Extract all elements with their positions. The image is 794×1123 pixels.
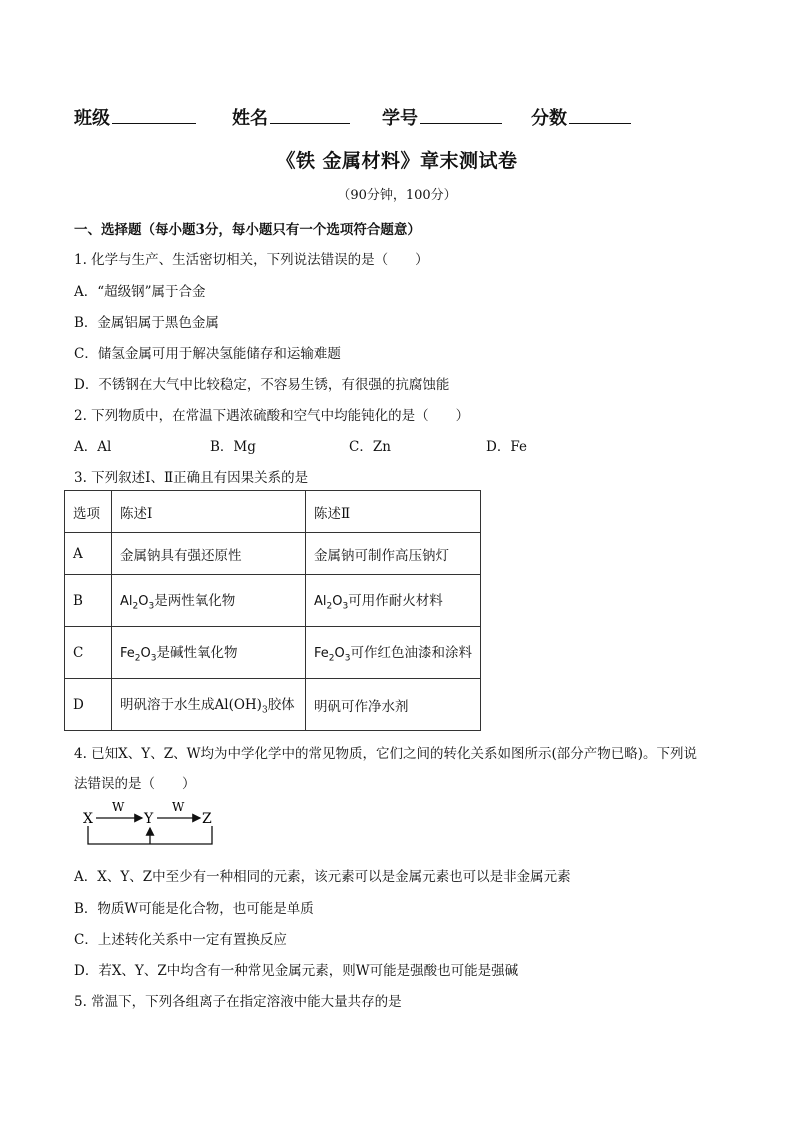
formula-text: $Al_2O_3$ [314, 594, 349, 612]
table-cell-statement2: 金属钠可制作高压钠灯 [306, 533, 481, 575]
q1-stem: 1. 化学与生产、生活密切相关，下列说法错误的是（ ） [74, 252, 429, 268]
class-field [74, 104, 196, 130]
diagram-label-x: X [83, 811, 93, 827]
section-heading: 一、选择题（每小题3分，每小题只有一个选项符合题意） [74, 222, 421, 238]
q2-option-d[interactable]: D．Fe [486, 439, 527, 455]
diagram-label-w2: W [172, 800, 185, 814]
q3-stem: 3. 下列叙述Ⅰ、Ⅱ正确且有因果关系的是 [74, 470, 309, 486]
id-blank[interactable] [420, 105, 502, 124]
q2-option-a[interactable]: A．Al [74, 439, 112, 455]
table-cell-statement1: 金属钠具有强还原性 [112, 533, 306, 575]
table-cell-option: C [65, 627, 112, 679]
q4-option-c[interactable]: C．上述转化关系中一定有置换反应 [74, 932, 287, 948]
q4-option-d[interactable]: D．若X、Y、Z中均含有一种常见金属元素，则W可能是强酸也可能是强碱 [74, 963, 519, 979]
score-blank[interactable] [569, 105, 631, 124]
table-cell-option: B [65, 575, 112, 627]
q1-option-d[interactable]: D．不锈钢在大气中比较稳定，不容易生锈，有很强的抗腐蚀能 [74, 377, 450, 393]
table-cell-statement1: $Fe_2O_3$是碱性氧化物 [112, 627, 306, 679]
table-cell-statement2: 明矾可作净水剂 [306, 679, 481, 731]
conversion-diagram-svg [80, 800, 220, 852]
q1-option-a[interactable]: A．“超级钢”属于合金 [74, 284, 206, 300]
conversion-diagram [80, 800, 220, 852]
table-cell-statement2: $Fe_2O_3$可作红色油漆和涂料 [306, 627, 481, 679]
name-field [232, 104, 350, 130]
q4-option-a[interactable]: A．X、Y、Z中至少有一种相同的元素，该元素可以是金属元素也可以是非金属元素 [74, 869, 571, 885]
q5-stem: 5. 常温下，下列各组离子在指定溶液中能大量共存的是 [74, 994, 402, 1010]
q3-table [64, 490, 481, 731]
table-cell-statement2: $Al_2O_3$可用作耐火材料 [306, 575, 481, 627]
page-title: 《铁 金属材料》章末测试卷 [276, 150, 518, 172]
table-header-cell: 陈述Ⅱ [306, 491, 481, 533]
id-field [382, 104, 502, 130]
table-row[interactable] [65, 575, 481, 627]
q4-stem-line1: 4. 已知X、Y、Z、W均为中学化学中的常见物质，它们之间的转化关系如图所示(部分产物已略)。下列说 [74, 746, 697, 762]
table-cell-option: A [65, 533, 112, 575]
q2-option-c[interactable]: C．Zn [349, 439, 391, 455]
class-label: 班级 [74, 108, 110, 129]
diagram-label-w1: W [112, 800, 125, 814]
table-row[interactable] [65, 533, 481, 575]
table-cell-statement1: 明矾溶于水生成$Al(OH)_3$胶体 [112, 679, 306, 731]
table-cell-statement1: $Al_2O_3$是两性氧化物 [112, 575, 306, 627]
table-header-cell: 陈述Ⅰ [112, 491, 306, 533]
name-label: 姓名 [232, 108, 268, 129]
formula-text: $Al_2O_3$ [120, 594, 155, 612]
table-row[interactable] [65, 679, 481, 731]
q2-stem: 2. 下列物质中，在常温下遇浓硫酸和空气中均能钝化的是（ ） [74, 408, 470, 424]
page-subtitle: （90分钟，100分） [337, 188, 457, 203]
class-blank[interactable] [112, 105, 196, 124]
q4-stem-line2: 法错误的是（ ） [74, 776, 196, 792]
table-header-cell: 选项 [65, 491, 112, 533]
table-row[interactable] [65, 627, 481, 679]
table-cell-option: D [65, 679, 112, 731]
diagram-label-z: Z [202, 811, 212, 827]
diagram-label-y: Y [144, 811, 154, 827]
formula-text: $Fe_2O_3$ [120, 646, 157, 664]
q1-option-c[interactable]: C．储氢金属可用于解决氢能储存和运输难题 [74, 346, 341, 362]
score-field [531, 104, 631, 130]
formula-text: $Fe_2O_3$ [314, 646, 351, 664]
q1-option-b[interactable]: B．金属铝属于黑色金属 [74, 315, 219, 331]
id-label: 学号 [382, 108, 418, 129]
q4-option-b[interactable]: B．物质W可能是化合物，也可能是单质 [74, 901, 314, 917]
q2-option-b[interactable]: B．Mg [210, 439, 256, 455]
table-header-row [65, 491, 481, 533]
name-blank[interactable] [270, 105, 350, 124]
score-label: 分数 [531, 108, 567, 129]
